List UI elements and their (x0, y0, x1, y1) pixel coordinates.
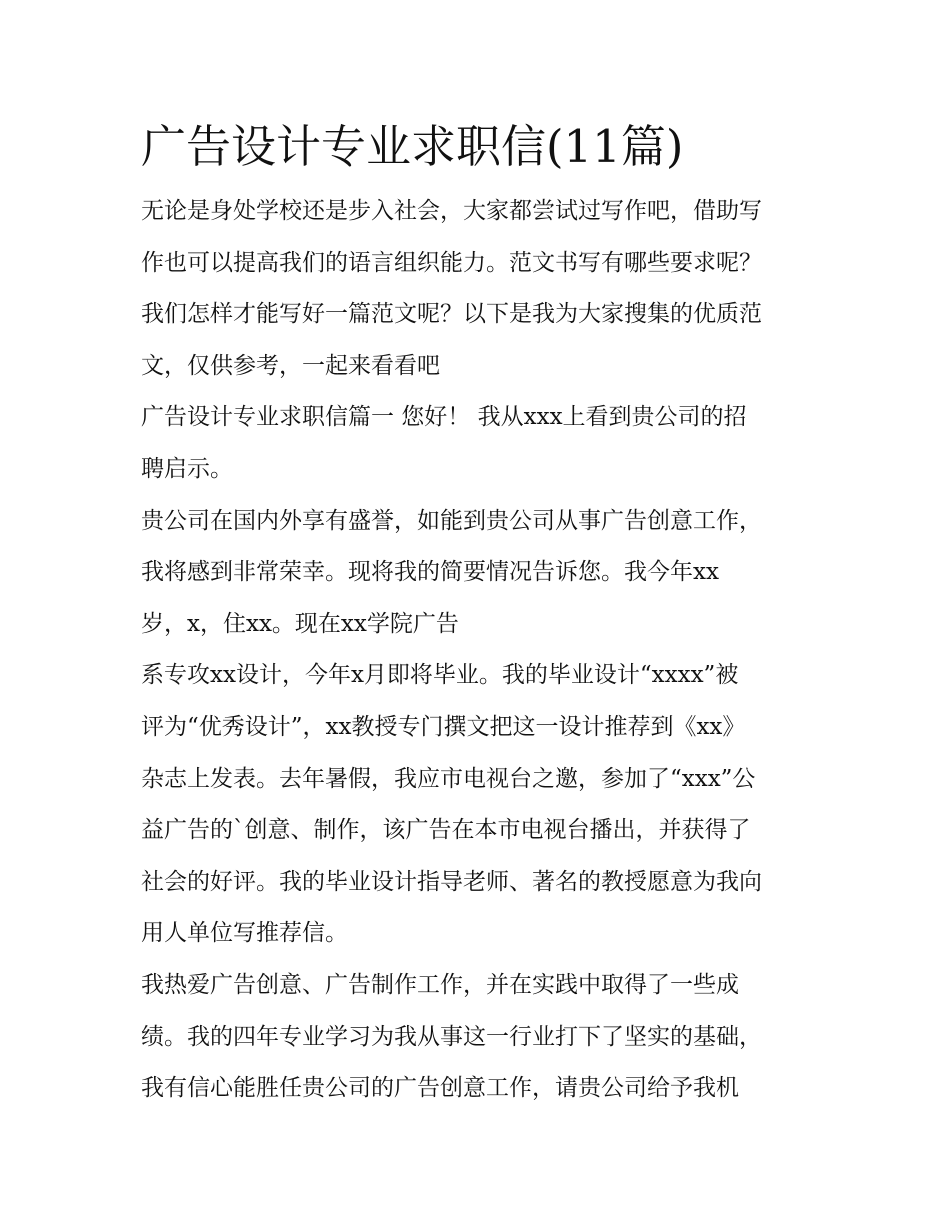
body-line: 聘启示。 (141, 455, 233, 482)
body-line: 文，仅供参考，一起来看看吧 (141, 352, 440, 379)
body-line: 岁，x，住xx。现在xx学院广告 (141, 610, 459, 637)
body-line: 益广告的`创意、制作，该广告在本市电视台播出，并获得了 (141, 817, 751, 844)
body-line: 广告设计专业求职信篇一 您好！ 我从xxx上看到贵公司的招 (141, 404, 747, 431)
body-line: 贵公司在国内外享有盛誉，如能到贵公司从事广告创意工作， (141, 507, 762, 534)
body-line: 我有信心能胜任贵公司的广告创意工作，请贵公司给予我机 (141, 1075, 739, 1102)
body-line: 社会的好评。我的毕业设计指导老师、著名的教授愿意为我向 (141, 868, 762, 895)
body-line: 我们怎样才能写好一篇范文呢？以下是我为大家搜集的优质范 (141, 301, 762, 328)
body-line: 杂志上发表。去年暑假，我应市电视台之邀，参加了“xxx”公 (141, 765, 756, 792)
body-line: 系专攻xx设计，今年x月即将毕业。我的毕业设计“xxxx”被 (141, 662, 739, 689)
body-line: 我热爱广告创意、广告制作工作，并在实践中取得了一些成 (141, 971, 739, 998)
body-line: 绩。我的四年专业学习为我从事这一行业打下了坚实的基础， (141, 1023, 762, 1050)
body-line: 用人单位写推荐信。 (141, 920, 348, 947)
body-line: 无论是身处学校还是步入社会，大家都尝试过写作吧，借助写 (141, 198, 762, 224)
body-line: 评为“优秀设计”，xx教授专门撰文把这一设计推荐到《xx》 (141, 713, 746, 740)
document-title: 广告设计专业求职信(11篇) (141, 120, 684, 173)
document-body (141, 186, 813, 1115)
body-line: 我将感到非常荣幸。现将我的简要情况告诉您。我今年xx (141, 559, 719, 586)
body-line: 作也可以提高我们的语言组织能力。范文书写有哪些要求呢？ (141, 249, 762, 276)
document-page (141, 112, 813, 1115)
